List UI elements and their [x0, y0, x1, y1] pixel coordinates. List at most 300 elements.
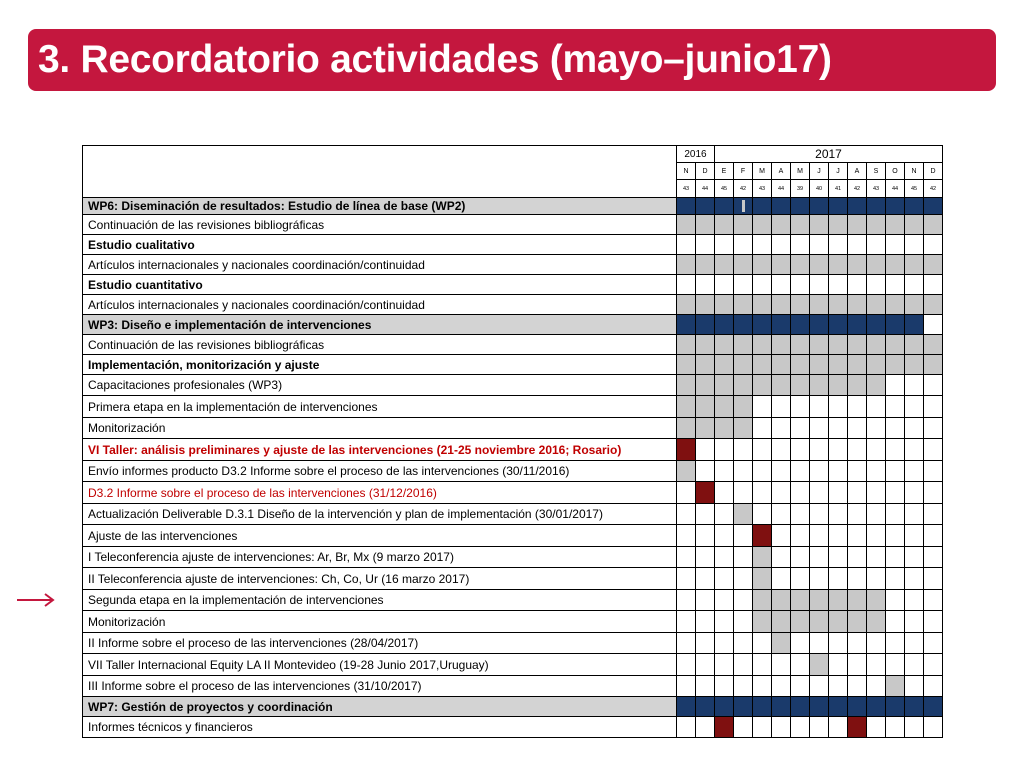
activity-bar-cell [924, 355, 943, 375]
task-label: VII Taller Internacional Equity LA II Montevideo (19-28 Junio 2017,Uruguay) [83, 654, 677, 676]
empty-cell [677, 525, 696, 547]
activity-bar-cell [829, 335, 848, 355]
week-header: 40 [810, 180, 829, 198]
task-label: Monitorización [83, 611, 677, 633]
task-row [83, 275, 943, 295]
empty-cell [810, 547, 829, 568]
empty-cell [829, 717, 848, 738]
task-row [83, 547, 943, 568]
activity-bar-cell [848, 590, 867, 611]
task-row [83, 525, 943, 547]
empty-cell [867, 396, 886, 418]
empty-cell [734, 676, 753, 697]
empty-cell [848, 547, 867, 568]
activity-bar-cell [753, 295, 772, 315]
activity-bar-cell [810, 215, 829, 235]
work-package-bar-cell [715, 315, 734, 335]
activity-bar-cell [867, 215, 886, 235]
task-label: WP6: Diseminación de resultados: Estudio de línea de base (WP2) [83, 198, 677, 215]
month-header: A [848, 163, 867, 180]
work-package-bar-cell [753, 315, 772, 335]
work-package-bar-cell [715, 697, 734, 717]
empty-cell [696, 275, 715, 295]
year-header: 2017 [715, 146, 943, 163]
empty-cell [791, 568, 810, 590]
week-header: 43 [867, 180, 886, 198]
empty-cell [810, 525, 829, 547]
empty-cell [867, 568, 886, 590]
empty-cell [810, 717, 829, 738]
empty-cell [924, 375, 943, 396]
activity-bar-cell [734, 255, 753, 275]
activity-bar-cell [886, 295, 905, 315]
empty-cell [791, 525, 810, 547]
work-package-bar-cell [791, 315, 810, 335]
empty-cell [696, 633, 715, 654]
empty-cell [848, 504, 867, 525]
empty-cell [848, 525, 867, 547]
empty-cell [924, 396, 943, 418]
empty-cell [924, 611, 943, 633]
empty-cell [905, 504, 924, 525]
empty-cell [886, 633, 905, 654]
empty-cell [696, 504, 715, 525]
empty-cell [848, 461, 867, 482]
activity-bar-cell [810, 654, 829, 676]
activity-bar-cell [753, 335, 772, 355]
empty-cell [905, 525, 924, 547]
empty-cell [677, 611, 696, 633]
work-package-bar-cell [810, 697, 829, 717]
work-package-bar-cell [772, 697, 791, 717]
month-header: D [696, 163, 715, 180]
activity-bar-cell [848, 255, 867, 275]
empty-cell [886, 235, 905, 255]
empty-cell [696, 461, 715, 482]
task-label: Actualización Deliverable D.3.1 Diseño de la intervención y plan de implementación (30/01/2017) [83, 504, 677, 525]
activity-bar-cell [734, 504, 753, 525]
activity-bar-cell [791, 255, 810, 275]
activity-bar-cell [696, 335, 715, 355]
empty-cell [734, 611, 753, 633]
month-header: D [924, 163, 943, 180]
task-row [83, 295, 943, 315]
activity-bar-cell [829, 355, 848, 375]
empty-cell [696, 611, 715, 633]
activity-bar-cell [696, 215, 715, 235]
empty-cell [829, 235, 848, 255]
activity-bar-cell [715, 375, 734, 396]
activity-bar-cell [791, 375, 810, 396]
empty-cell [829, 418, 848, 439]
empty-cell [810, 633, 829, 654]
empty-cell [886, 611, 905, 633]
empty-cell [886, 275, 905, 295]
empty-cell [867, 633, 886, 654]
empty-cell [886, 375, 905, 396]
empty-cell [715, 590, 734, 611]
empty-cell [696, 568, 715, 590]
activity-bar-cell [677, 255, 696, 275]
empty-cell [924, 482, 943, 504]
empty-cell [905, 235, 924, 255]
activity-bar-cell [715, 335, 734, 355]
empty-cell [753, 461, 772, 482]
task-label: Informes técnicos y financieros [83, 717, 677, 738]
week-header: 45 [715, 180, 734, 198]
work-package-bar-cell [772, 198, 791, 215]
empty-cell [677, 654, 696, 676]
task-label: Envío informes producto D3.2 Informe sobre el proceso de las intervenciones (30/11/2016) [83, 461, 677, 482]
activity-bar-cell [734, 396, 753, 418]
work-package-bar-cell [848, 315, 867, 335]
work-package-bar-cell [791, 697, 810, 717]
empty-cell [753, 504, 772, 525]
activity-bar-cell [829, 375, 848, 396]
empty-cell [829, 275, 848, 295]
activity-bar-cell [753, 547, 772, 568]
empty-cell [924, 461, 943, 482]
activity-bar-cell [829, 255, 848, 275]
activity-bar-cell [677, 335, 696, 355]
activity-bar-cell [772, 355, 791, 375]
empty-cell [810, 461, 829, 482]
task-row [83, 315, 943, 335]
work-package-bar-cell [696, 697, 715, 717]
empty-cell [772, 504, 791, 525]
empty-cell [753, 235, 772, 255]
empty-cell [715, 235, 734, 255]
task-row [83, 611, 943, 633]
week-header: 44 [886, 180, 905, 198]
activity-bar-cell [829, 590, 848, 611]
work-package-bar-cell [677, 315, 696, 335]
activity-bar-cell [734, 335, 753, 355]
empty-cell [810, 482, 829, 504]
milestone-cell [715, 717, 734, 738]
activity-bar-cell [753, 355, 772, 375]
empty-cell [924, 235, 943, 255]
empty-cell [905, 461, 924, 482]
empty-cell [905, 611, 924, 633]
empty-cell [772, 439, 791, 461]
activity-bar-cell [715, 295, 734, 315]
empty-cell [848, 676, 867, 697]
activity-bar-cell [753, 568, 772, 590]
empty-cell [905, 633, 924, 654]
empty-cell [886, 439, 905, 461]
empty-cell [696, 654, 715, 676]
empty-cell [886, 525, 905, 547]
empty-cell [734, 590, 753, 611]
empty-cell [829, 568, 848, 590]
empty-cell [677, 633, 696, 654]
title-banner [28, 29, 996, 91]
milestone-cell [677, 439, 696, 461]
empty-cell [791, 717, 810, 738]
empty-cell [772, 568, 791, 590]
task-label: WP3: Diseño e implementación de intervenciones [83, 315, 677, 335]
empty-cell [772, 275, 791, 295]
empty-cell [772, 418, 791, 439]
activity-bar-cell [772, 295, 791, 315]
empty-cell [829, 439, 848, 461]
month-header: N [905, 163, 924, 180]
empty-cell [829, 547, 848, 568]
activity-bar-cell [905, 295, 924, 315]
activity-bar-cell [791, 611, 810, 633]
empty-cell [848, 482, 867, 504]
activity-bar-cell [753, 590, 772, 611]
empty-cell [734, 633, 753, 654]
empty-cell [810, 418, 829, 439]
activity-bar-cell [886, 215, 905, 235]
empty-cell [886, 396, 905, 418]
activity-bar-cell [734, 418, 753, 439]
activity-bar-cell [924, 255, 943, 275]
empty-cell [924, 504, 943, 525]
empty-cell [829, 525, 848, 547]
work-package-bar-cell [924, 697, 943, 717]
empty-cell [696, 235, 715, 255]
work-package-bar-cell [905, 315, 924, 335]
week-header: 43 [753, 180, 772, 198]
empty-cell [753, 633, 772, 654]
empty-cell [829, 482, 848, 504]
activity-bar-cell [867, 611, 886, 633]
empty-cell [867, 461, 886, 482]
activity-bar-cell [905, 255, 924, 275]
empty-cell [715, 568, 734, 590]
empty-cell [734, 568, 753, 590]
work-package-bar-cell [886, 198, 905, 215]
task-label: Monitorización [83, 418, 677, 439]
work-package-bar-cell [772, 315, 791, 335]
task-row [83, 654, 943, 676]
empty-cell [829, 654, 848, 676]
empty-cell [924, 676, 943, 697]
activity-bar-cell [867, 295, 886, 315]
activity-bar-cell [791, 215, 810, 235]
empty-cell [905, 482, 924, 504]
empty-cell [848, 235, 867, 255]
activity-bar-cell [696, 375, 715, 396]
empty-cell [886, 482, 905, 504]
empty-cell [715, 654, 734, 676]
activity-bar-cell [791, 355, 810, 375]
empty-cell [924, 439, 943, 461]
empty-cell [791, 275, 810, 295]
activity-bar-cell [810, 611, 829, 633]
empty-cell [886, 717, 905, 738]
milestone-cell [848, 717, 867, 738]
milestone-cell [696, 482, 715, 504]
work-package-bar-cell [867, 697, 886, 717]
activity-bar-cell [696, 355, 715, 375]
activity-bar-cell [791, 590, 810, 611]
empty-cell [867, 482, 886, 504]
empty-cell [791, 439, 810, 461]
empty-cell [924, 568, 943, 590]
header-row-years [83, 146, 943, 163]
activity-bar-cell [677, 375, 696, 396]
progress-marker [742, 200, 745, 212]
work-package-bar-cell [829, 697, 848, 717]
empty-cell [924, 275, 943, 295]
work-package-bar-cell [867, 315, 886, 335]
activity-bar-cell [772, 633, 791, 654]
year-header: 2016 [677, 146, 715, 163]
task-row [83, 504, 943, 525]
activity-bar-cell [772, 215, 791, 235]
month-header: J [810, 163, 829, 180]
work-package-bar-cell [677, 697, 696, 717]
activity-bar-cell [753, 375, 772, 396]
task-label: D3.2 Informe sobre el proceso de las intervenciones (31/12/2016) [83, 482, 677, 504]
empty-cell [791, 482, 810, 504]
task-label: Ajuste de las intervenciones [83, 525, 677, 547]
empty-cell [753, 396, 772, 418]
empty-cell [905, 654, 924, 676]
activity-bar-cell [867, 375, 886, 396]
empty-cell [772, 676, 791, 697]
empty-cell [867, 235, 886, 255]
empty-cell [886, 504, 905, 525]
empty-cell [867, 676, 886, 697]
work-package-bar-cell [734, 697, 753, 717]
empty-cell [867, 717, 886, 738]
activity-bar-cell [791, 335, 810, 355]
empty-cell [867, 525, 886, 547]
week-header: 45 [905, 180, 924, 198]
empty-cell [734, 439, 753, 461]
task-row [83, 396, 943, 418]
empty-cell [924, 547, 943, 568]
milestone-cell [753, 525, 772, 547]
task-row [83, 633, 943, 654]
empty-cell [848, 568, 867, 590]
activity-bar-cell [848, 355, 867, 375]
activity-bar-cell [905, 215, 924, 235]
task-row [83, 461, 943, 482]
work-package-bar-cell [791, 198, 810, 215]
empty-cell [715, 633, 734, 654]
activity-bar-cell [715, 418, 734, 439]
activity-bar-cell [810, 335, 829, 355]
activity-bar-cell [677, 461, 696, 482]
task-label: Artículos internacionales y nacionales coordinación/continuidad [83, 255, 677, 275]
empty-cell [924, 418, 943, 439]
activity-bar-cell [886, 335, 905, 355]
empty-cell [791, 676, 810, 697]
empty-cell [905, 717, 924, 738]
activity-bar-cell [810, 295, 829, 315]
empty-cell [677, 717, 696, 738]
task-row [83, 590, 943, 611]
task-label: I Teleconferencia ajuste de intervenciones: Ar, Br, Mx (9 marzo 2017) [83, 547, 677, 568]
work-package-bar-cell [905, 697, 924, 717]
empty-cell [715, 461, 734, 482]
task-row [83, 375, 943, 396]
empty-cell [753, 676, 772, 697]
empty-cell [810, 275, 829, 295]
empty-cell [677, 504, 696, 525]
activity-bar-cell [867, 255, 886, 275]
empty-cell [924, 315, 943, 335]
empty-cell [810, 676, 829, 697]
empty-cell [829, 633, 848, 654]
empty-cell [753, 482, 772, 504]
month-header: M [791, 163, 810, 180]
activity-bar-cell [677, 355, 696, 375]
activity-bar-cell [772, 335, 791, 355]
empty-cell [734, 482, 753, 504]
empty-cell [696, 525, 715, 547]
empty-cell [715, 439, 734, 461]
empty-cell [715, 525, 734, 547]
empty-cell [677, 676, 696, 697]
activity-bar-cell [715, 355, 734, 375]
week-header: 43 [677, 180, 696, 198]
task-label: II Informe sobre el proceso de las intervenciones (28/04/2017) [83, 633, 677, 654]
activity-bar-cell [924, 215, 943, 235]
empty-cell [791, 418, 810, 439]
empty-cell [848, 418, 867, 439]
activity-bar-cell [829, 295, 848, 315]
activity-bar-cell [810, 375, 829, 396]
empty-cell [791, 633, 810, 654]
empty-cell [905, 375, 924, 396]
empty-cell [924, 654, 943, 676]
empty-cell [924, 633, 943, 654]
activity-bar-cell [848, 611, 867, 633]
empty-cell [848, 633, 867, 654]
empty-cell [715, 676, 734, 697]
activity-bar-cell [677, 396, 696, 418]
empty-cell [677, 482, 696, 504]
empty-cell [715, 275, 734, 295]
activity-bar-cell [886, 255, 905, 275]
work-package-bar-cell [734, 198, 753, 215]
gantt-body [83, 198, 943, 738]
activity-bar-cell [734, 375, 753, 396]
activity-bar-cell [677, 295, 696, 315]
week-header: 42 [734, 180, 753, 198]
activity-bar-cell [734, 215, 753, 235]
empty-cell [734, 654, 753, 676]
task-row [83, 355, 943, 375]
task-row [83, 482, 943, 504]
activity-bar-cell [924, 295, 943, 315]
empty-cell [924, 525, 943, 547]
empty-cell [791, 654, 810, 676]
empty-cell [905, 676, 924, 697]
month-header: M [753, 163, 772, 180]
activity-bar-cell [772, 611, 791, 633]
empty-cell [924, 717, 943, 738]
empty-cell [829, 676, 848, 697]
empty-cell [867, 504, 886, 525]
empty-cell [734, 461, 753, 482]
work-package-bar-cell [715, 198, 734, 215]
empty-cell [791, 547, 810, 568]
task-row [83, 418, 943, 439]
gantt-table [82, 145, 943, 738]
activity-bar-cell [696, 295, 715, 315]
work-package-bar-cell [810, 198, 829, 215]
task-label: Continuación de las revisiones bibliográficas [83, 215, 677, 235]
task-row [83, 198, 943, 215]
